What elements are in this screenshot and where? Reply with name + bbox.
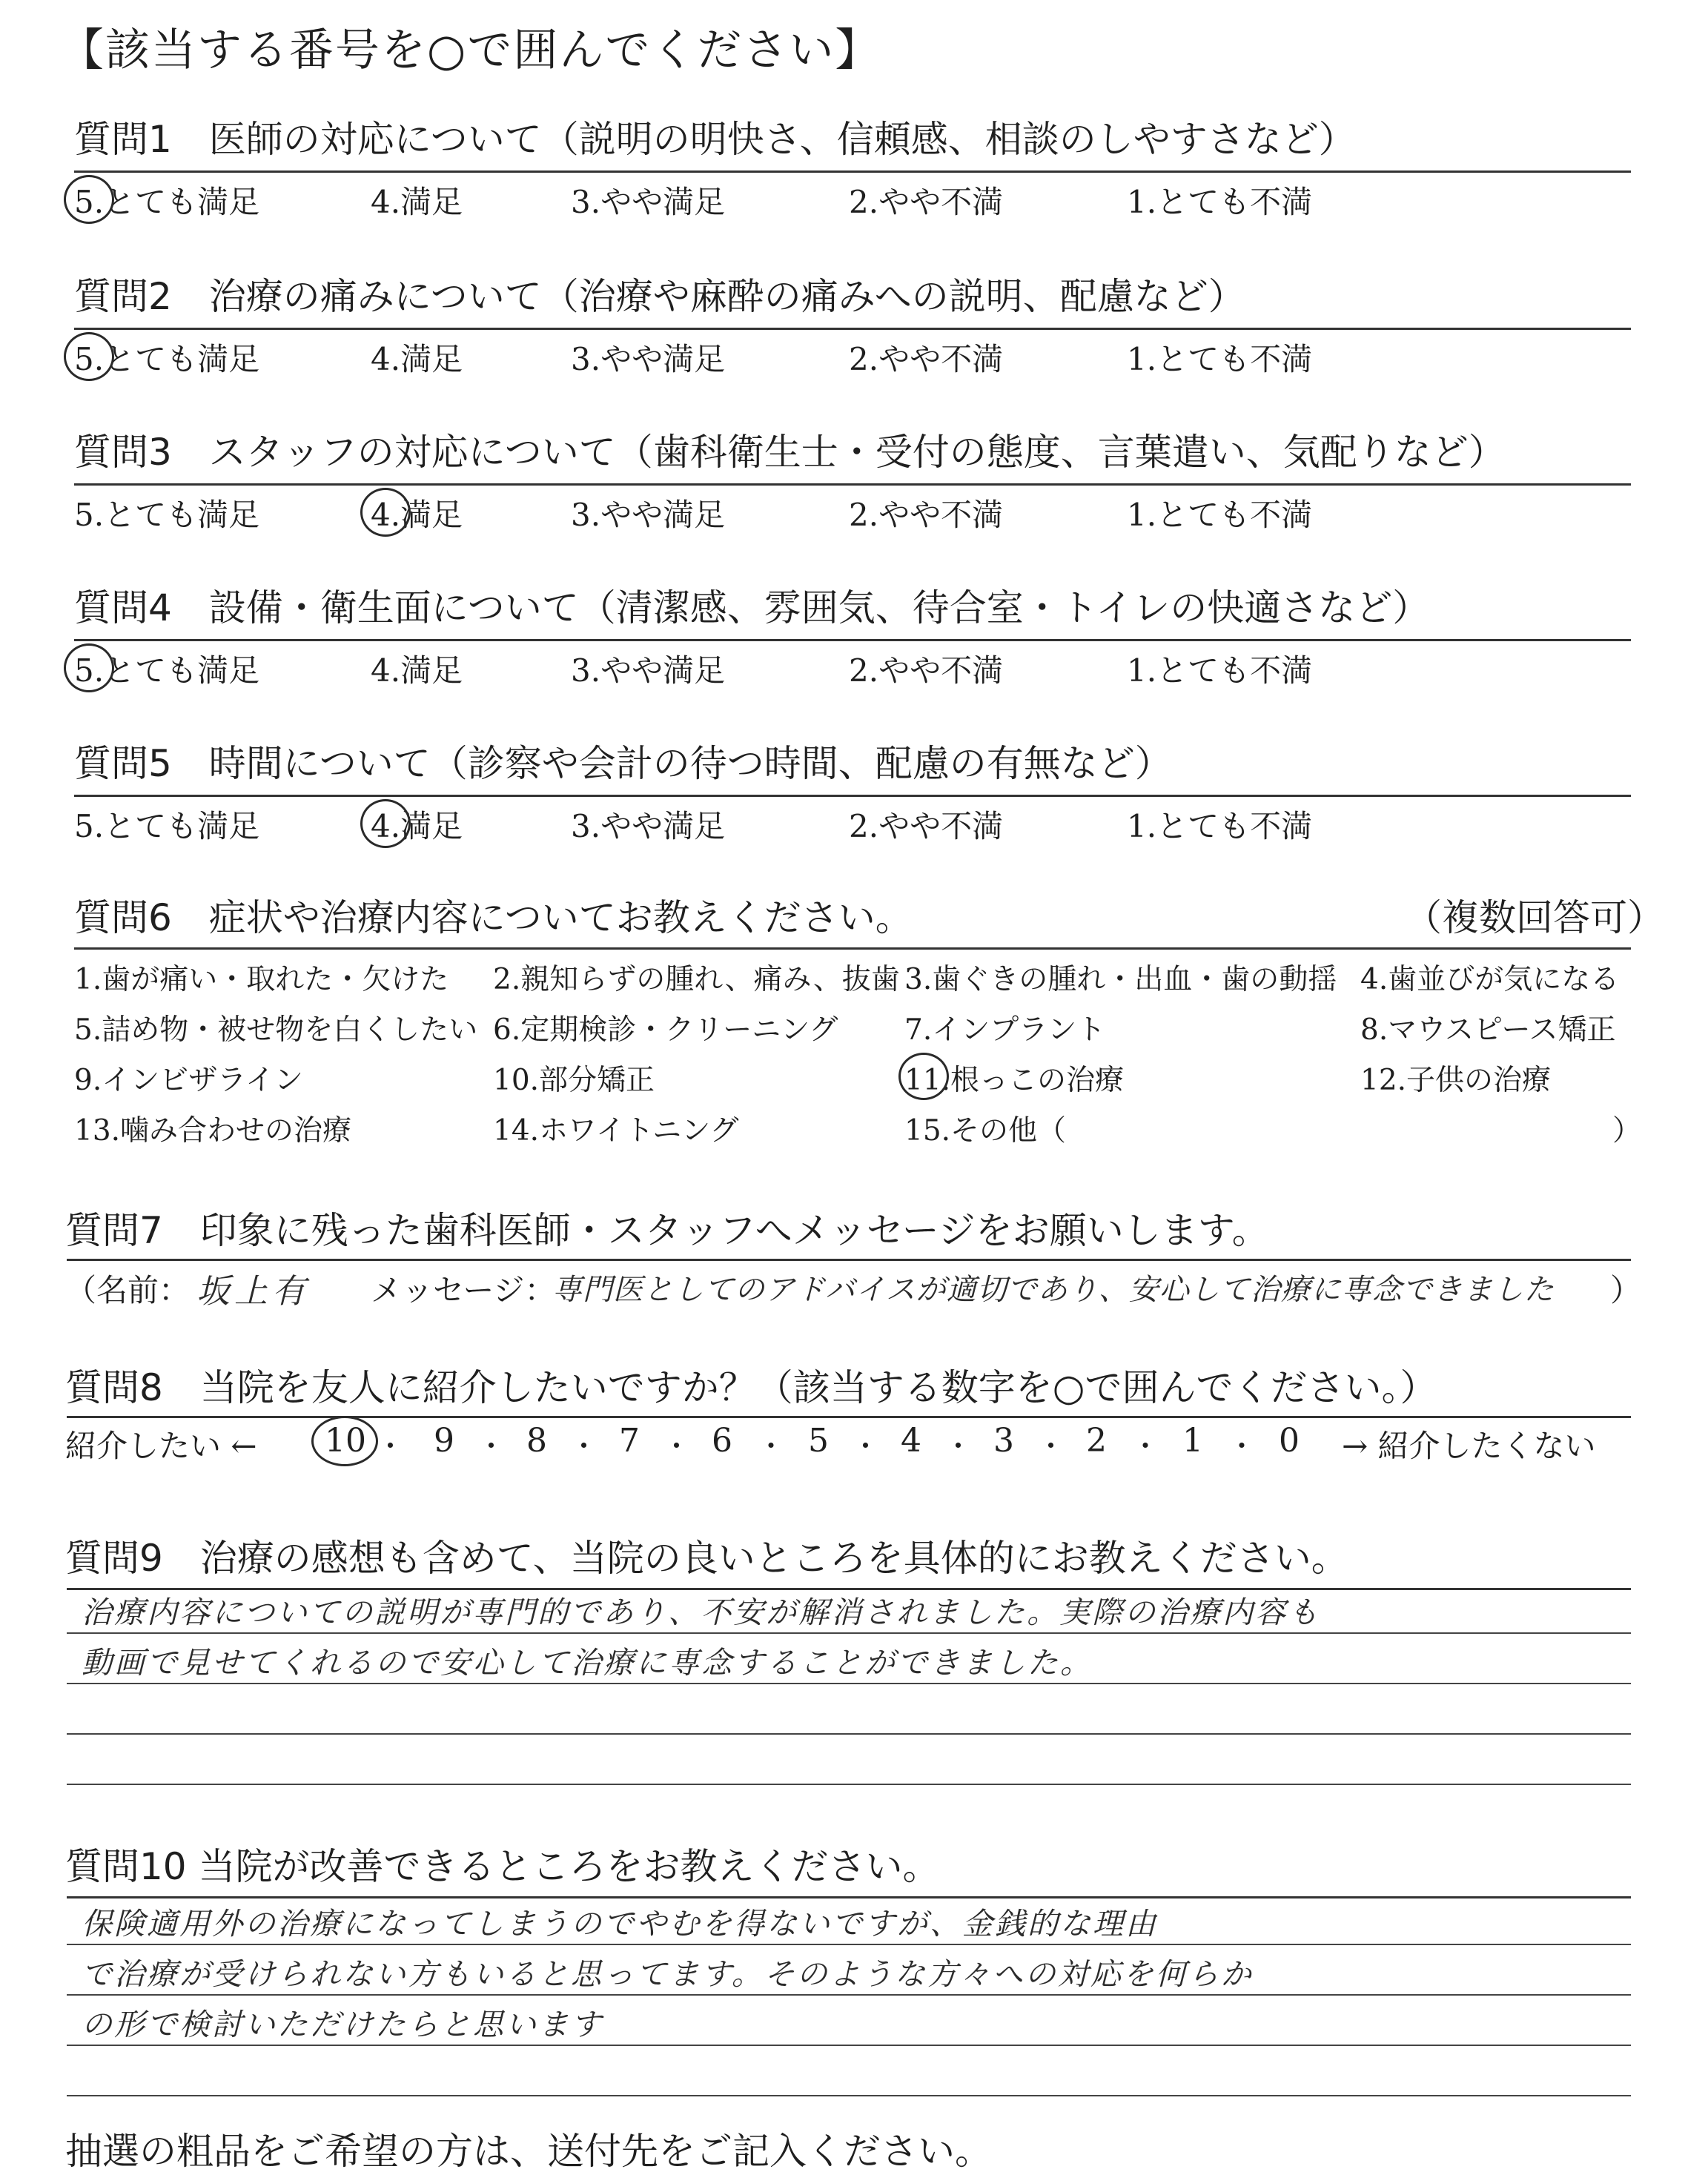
footer-lottery-note: 抽選の粗品をご希望の方は、送付先をご記入ください。 (65, 2130, 992, 2173)
q6-option[interactable]: 12.子供の治療 (1360, 1064, 1552, 1097)
q6-option[interactable]: 3.歯ぐきの腫れ・出血・歯の動揺 (904, 963, 1337, 996)
rating-option-1[interactable]: 1.とても不満 (1127, 497, 1313, 533)
question-title: 質問8 当院を友人に紹介したいですか？（該当する数字を○で囲んでください。） (65, 1366, 1437, 1409)
q6-option[interactable]: 1.歯が痛い・取れた・欠けた (74, 963, 449, 996)
rating-option-1[interactable]: 1.とても不満 (1127, 184, 1313, 220)
answer-line-text[interactable]: の形で検討いただけたらと思います (82, 2007, 603, 2042)
q6-option[interactable]: 4.歯並びが気になる (1360, 963, 1620, 996)
q6-option[interactable]: 13.噛み合わせの治療 (74, 1114, 352, 1148)
scale-value-7[interactable]: 7 (619, 1422, 640, 1460)
q6-option[interactable]: 10.部分矯正 (493, 1064, 655, 1097)
scale-separator: ・ (569, 1430, 598, 1463)
scale-value-10[interactable]: 10 (325, 1422, 366, 1460)
recommend-right-label: → 紹介したくない (1342, 1428, 1596, 1464)
multiple-answer-note: （複数回答可） (1405, 896, 1664, 939)
scale-value-0[interactable]: 0 (1279, 1422, 1300, 1460)
answer-line (67, 1994, 1631, 1996)
question-rule (67, 1896, 1631, 1898)
rating-option-5[interactable]: 5.とても満足 (74, 341, 260, 377)
question-rule (74, 947, 1631, 950)
scale-value-5[interactable]: 5 (808, 1422, 829, 1460)
rating-option-2[interactable]: 2.やや不満 (849, 652, 1004, 689)
question-title: 質問2 治療の痛みについて（治療や麻酔の痛みへの説明、配慮など） (74, 275, 1245, 318)
q6-other-close: ） (1612, 1114, 1642, 1148)
question-title: 質問5 時間について（診察や会計の待つ時間、配慮の有無など） (74, 742, 1172, 785)
scale-value-1[interactable]: 1 (1182, 1422, 1203, 1460)
question-rule (74, 328, 1631, 330)
q6-option[interactable]: 5.詰め物・被せ物を白くしたい (74, 1013, 478, 1047)
message-label: メッセージ： (371, 1272, 556, 1308)
scale-separator: ・ (851, 1430, 880, 1463)
rating-option-2[interactable]: 2.やや不満 (849, 341, 1004, 377)
question-title: 質問7 印象に残った歯科医師・スタッフへメッセージをお願いします。 (65, 1209, 1269, 1252)
answer-line (67, 2045, 1631, 2046)
question-title: 質問1 医師の対応について（説明の明快さ、信頼感、相談のしやすさなど） (74, 118, 1356, 161)
recommend-left-label: 紹介したい ← (65, 1428, 257, 1464)
question-rule (67, 1416, 1631, 1418)
answer-line-text[interactable]: で治療が受けられない方もいると思ってます。そのような方々への対応を何らか (82, 1956, 1254, 1992)
rating-option-5[interactable]: 5.とても満足 (74, 184, 260, 220)
rating-option-1[interactable]: 1.とても不満 (1127, 341, 1313, 377)
rating-option-3[interactable]: 3.やや満足 (571, 652, 726, 689)
scale-value-3[interactable]: 3 (993, 1422, 1014, 1460)
q6-option[interactable]: 2.親知らずの腫れ、痛み、抜歯 (493, 963, 900, 996)
message-value[interactable]: 専門医としてのアドバイスが適切であり、安心して治療に専念できました (552, 1273, 1555, 1307)
rating-option-3[interactable]: 3.やや満足 (571, 184, 726, 220)
q6-option[interactable]: 8.マウスピース矯正 (1360, 1013, 1616, 1047)
question-title: 質問6 症状や治療内容についてお教えください。 (74, 896, 913, 939)
question-title: 質問10 当院が改善できるところをお教えください。 (65, 1845, 940, 1888)
name-label: （名前： (65, 1272, 191, 1308)
scale-value-9[interactable]: 9 (434, 1422, 454, 1460)
rating-option-3[interactable]: 3.やや満足 (571, 497, 726, 533)
scale-separator: ・ (477, 1430, 506, 1463)
answer-line (67, 1733, 1631, 1735)
scale-value-6[interactable]: 6 (712, 1422, 732, 1460)
rating-option-4[interactable]: 4.満足 (371, 652, 463, 689)
question-title: 質問4 設備・衛生面について（清潔感、雰囲気、待合室・トイレの快適さなど） (74, 586, 1430, 629)
question-rule (74, 483, 1631, 486)
answer-line-text[interactable]: 治療内容についての説明が専門的であり、不安が解消されました。実際の治療内容も (82, 1595, 1321, 1630)
rating-option-2[interactable]: 2.やや不満 (849, 184, 1004, 220)
rating-option-4[interactable]: 4.満足 (371, 341, 463, 377)
answer-line (67, 1784, 1631, 1785)
rating-option-2[interactable]: 2.やや不満 (849, 808, 1004, 844)
q6-option[interactable]: 7.インプラント (904, 1013, 1106, 1047)
scale-value-4[interactable]: 4 (901, 1422, 921, 1460)
question-title: 質問3 スタッフの対応について（歯科衛生士・受付の態度、言葉遣い、気配りなど） (74, 431, 1506, 474)
rating-option-1[interactable]: 1.とても不満 (1127, 808, 1313, 844)
rating-option-5[interactable]: 5.とても満足 (74, 808, 260, 844)
rating-option-4[interactable]: 4.満足 (371, 808, 463, 844)
scale-value-8[interactable]: 8 (526, 1422, 547, 1460)
rating-option-5[interactable]: 5.とても満足 (74, 497, 260, 533)
answer-line-text[interactable]: 動画で見せてくれるので安心して治療に専念することができました。 (82, 1645, 1093, 1681)
scale-separator: ・ (1036, 1430, 1065, 1463)
question-rule (74, 639, 1631, 641)
rating-option-3[interactable]: 3.やや満足 (571, 341, 726, 377)
rating-option-1[interactable]: 1.とても不満 (1127, 652, 1313, 689)
scale-separator: ・ (662, 1430, 691, 1463)
answer-line (67, 2095, 1631, 2096)
rating-option-4[interactable]: 4.満足 (371, 184, 463, 220)
scale-separator: ・ (1131, 1430, 1160, 1463)
answer-line (67, 1944, 1631, 1945)
rating-option-4[interactable]: 4.満足 (371, 497, 463, 533)
rating-option-3[interactable]: 3.やや満足 (571, 808, 726, 844)
answer-line (67, 1632, 1631, 1634)
message-close: ） (1610, 1272, 1642, 1308)
q6-option[interactable]: 11.根っこの治療 (904, 1064, 1125, 1097)
answer-line (67, 1683, 1631, 1684)
rating-option-5[interactable]: 5.とても満足 (74, 652, 260, 689)
scale-separator: ・ (944, 1430, 973, 1463)
scale-value-2[interactable]: 2 (1086, 1422, 1107, 1460)
answer-line-text[interactable]: 保険適用外の治療になってしまうのでやむを得ないですが、金銭的な理由 (82, 1906, 1158, 1941)
scale-separator: ・ (376, 1430, 405, 1463)
q6-option[interactable]: 9.インビザライン (74, 1064, 304, 1097)
question-title: 質問9 治療の感想も含めて、当院の良いところを具体的にお教えください。 (65, 1537, 1348, 1580)
name-value[interactable]: 坂上有 (196, 1271, 311, 1311)
q6-option[interactable]: 15.その他（ (904, 1114, 1067, 1148)
scale-separator: ・ (757, 1430, 786, 1463)
rating-option-2[interactable]: 2.やや不満 (849, 497, 1004, 533)
question-rule (74, 171, 1631, 173)
question-rule (74, 795, 1631, 797)
scale-separator: ・ (1228, 1430, 1257, 1463)
q6-option[interactable]: 14.ホワイトニング (493, 1114, 739, 1148)
q6-option[interactable]: 6.定期検診・クリーニング (493, 1013, 838, 1047)
question-rule (67, 1259, 1631, 1261)
page-header: 【該当する番号を○で囲んでください】 (59, 24, 881, 76)
